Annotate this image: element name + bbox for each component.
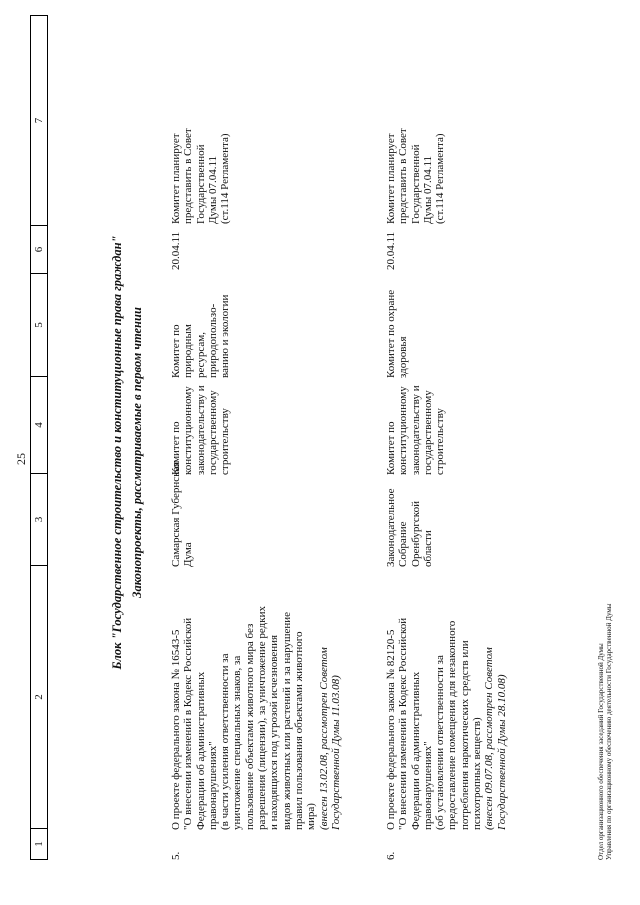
footer	[597, 604, 613, 860]
committee-line: конституционному	[182, 386, 195, 475]
decision-line: Государственной	[409, 144, 422, 224]
review-date: 20.04.11	[385, 231, 397, 270]
bill-title-line: разрешения (лицензии), за уничтожение редких	[256, 605, 269, 830]
committee-line: государственному	[206, 390, 219, 475]
initiator-line: Законодательное	[385, 488, 397, 567]
committee-line: государственному	[421, 390, 434, 475]
responsible-committee	[385, 380, 446, 475]
decision-line: Комитет планирует	[385, 133, 397, 224]
bill-title-line: и находящихся под угрозой исчезновения	[268, 634, 281, 830]
bill-title-line: О проекте федерального закона № 82120-5	[385, 629, 397, 830]
co-committee-line: Комитет по охране	[385, 289, 397, 378]
bill-title-line: психотропных веществ)	[471, 717, 484, 830]
bill-title-line: предоставление помещения для незаконного	[446, 620, 459, 830]
initiator-line: Собрание	[397, 521, 410, 567]
row-number: 6.	[385, 851, 397, 860]
bill-title-line: уничтожение специальных знаков, за	[231, 655, 244, 830]
committee-line: конституционному	[397, 386, 410, 475]
initiator-line: Самарская Губернская	[170, 461, 182, 567]
bill-title-line: видов животных или растений и за нарушение	[280, 611, 293, 830]
decision-line: Государственной	[194, 144, 207, 224]
bill-title	[385, 575, 508, 830]
initiator-line: Оренбургской	[409, 501, 422, 567]
bill-title	[170, 575, 342, 830]
decision-line: (ст.114 Регламента)	[434, 133, 447, 224]
co-committee	[170, 294, 232, 378]
bill-intro-line: Государственной Думы 28.10.08)	[495, 674, 508, 830]
committee-line: законодательству и	[194, 385, 207, 475]
table-header-row	[30, 15, 48, 860]
co-committee-line: природопользо-	[206, 303, 219, 378]
decision-line: представить в Совет	[182, 128, 195, 224]
co-committee	[385, 289, 410, 378]
initiator-line: области	[421, 530, 434, 567]
review-date: 20.04.11	[170, 231, 182, 270]
decision-line: Думы 07.04.11	[421, 155, 434, 224]
row-number: 5.	[170, 851, 182, 860]
bill-title-line: (в части усиления ответственности за	[219, 653, 232, 830]
bill-title-line: правонарушениях"	[206, 741, 219, 830]
initiator	[385, 477, 434, 567]
bill-title-line: пользование объектами животного мира без	[243, 623, 256, 830]
table-header-cell: 5	[31, 274, 47, 377]
table-header-cell: 6	[31, 226, 47, 274]
bill-title-line: "О внесении изменений в Кодекс Российской	[182, 617, 195, 830]
committee-line: строительству	[434, 408, 447, 475]
table-header-cell: 1	[33, 841, 45, 847]
bill-title-line: Федерации об административных	[194, 671, 207, 830]
bill-title-line: мира)	[305, 803, 318, 830]
decision-line: Думы 07.04.11	[206, 155, 219, 224]
responsible-committee	[170, 380, 231, 475]
co-committee-line: Комитет по	[170, 324, 182, 378]
bill-intro-line: Государственной Думы 11.03.08)	[329, 675, 342, 830]
page-number: 25	[14, 453, 28, 465]
co-committee-line: здоровья	[397, 336, 410, 378]
bill-title-line: (об установлении ответственности за	[434, 655, 447, 830]
bill-title-line: правонарушениях"	[421, 741, 434, 830]
bill-intro-line: (внесен 13.02.08, рассмотрен Советом	[317, 647, 330, 830]
bill-title-line: "О внесении изменений в Кодекс Российской	[397, 617, 410, 830]
bill-title-line: потребления наркотических средств или	[458, 640, 471, 830]
committee-line: законодательству и	[409, 385, 422, 475]
committee-decision	[170, 129, 231, 224]
initiator	[170, 461, 195, 567]
committee-line: Комитет по	[170, 421, 182, 475]
table-header-cell: 3	[31, 474, 47, 566]
footer-line: Отдел организационного обеспечения заседаний Государственной Думы	[597, 643, 605, 860]
decision-line: представить в Совет	[397, 128, 410, 224]
table-header-cell: 2	[31, 566, 47, 829]
bill-intro-line: (внесен 09.07.08, рассмотрен Советом	[483, 647, 496, 830]
table-header-cell: 7	[31, 16, 47, 226]
block-title: Блок "Государственное строительство и конституционные права граждан"	[110, 235, 124, 670]
section-title: Законопроекты, рассматриваемые в первом чтении	[130, 307, 144, 598]
co-committee-line: ванию и экологии	[219, 294, 232, 378]
co-committee-line: природным	[182, 324, 195, 378]
decision-line: (ст.114 Регламента)	[219, 133, 232, 224]
bill-title-line: правил пользования объектами животного	[292, 631, 305, 830]
co-committee-line: ресурсам,	[194, 331, 207, 378]
initiator-line: Дума	[182, 542, 195, 567]
decision-line: Комитет планирует	[170, 133, 182, 224]
committee-line: Комитет по	[385, 421, 397, 475]
table-header-cell: 4	[31, 377, 47, 474]
committee-decision	[385, 129, 446, 224]
bill-title-line: О проекте федерального закона № 16543-5	[170, 629, 182, 830]
bill-title-line: Федерации об административных	[409, 671, 422, 830]
committee-line: строительству	[219, 408, 232, 475]
footer-line: Управления по организационному обеспечению деятельности Государственной Думы	[605, 603, 613, 860]
